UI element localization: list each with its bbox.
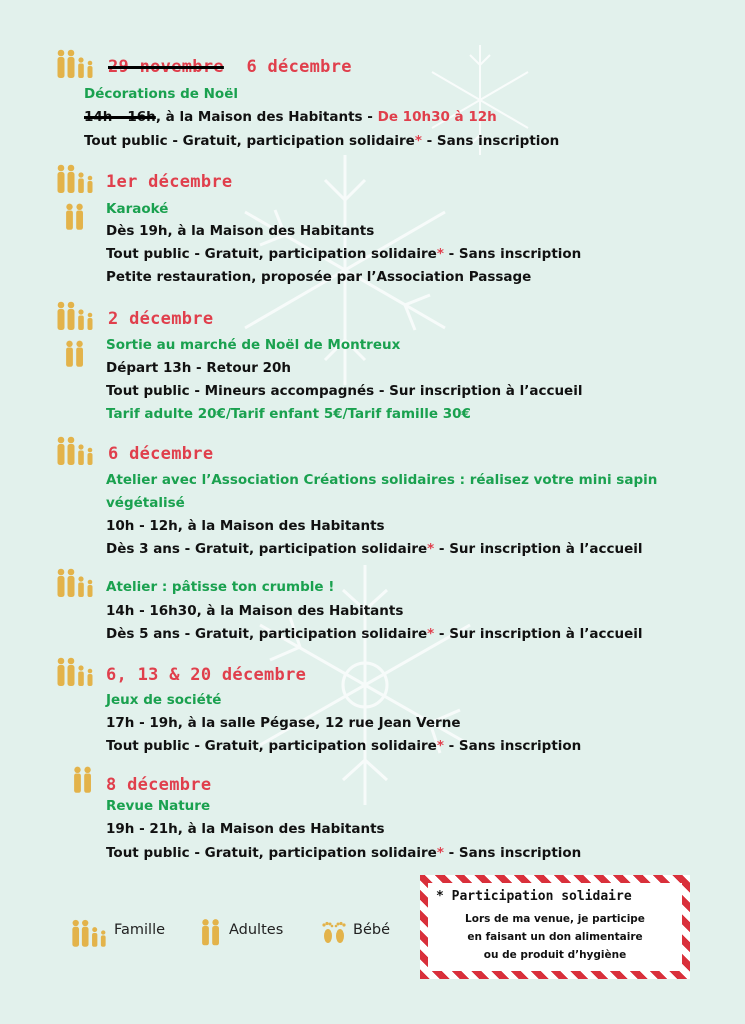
event-title: Atelier avec l’Association Créations solidaires : réalisez votre mini sapin (106, 472, 658, 488)
asterisk-mark: * (427, 541, 435, 557)
snowflake-decoration-bottom (240, 560, 490, 810)
family-icon (55, 48, 95, 78)
adults-icon (64, 339, 86, 367)
event-title-continued: végétalisé (106, 495, 185, 511)
event-time-line: 14h - 16h30, à la Maison des Habitants (106, 603, 404, 619)
event-access-line: Tout public - Gratuit, participation solidaire* - Sans inscription (106, 845, 582, 861)
event-date: 6 décembre (108, 444, 214, 464)
legend-family-label: Famille (114, 922, 166, 938)
event-title: Revue Nature (106, 798, 211, 814)
note-line: Lors de ma venue, je participe (465, 913, 645, 925)
family-icon (55, 300, 95, 330)
event-date: 6 décembre (246, 57, 352, 77)
legend-baby-label: Bébé (353, 922, 390, 938)
family-icon (55, 435, 95, 465)
family-icon (70, 918, 108, 947)
note-title: * Participation solidaire (436, 889, 632, 904)
asterisk-mark: * (436, 246, 444, 262)
asterisk-mark: * (436, 738, 444, 754)
asterisk-mark: * (414, 133, 422, 149)
event-title: Décorations de Noël (84, 86, 238, 102)
event-time-line: Départ 13h - Retour 20h (106, 360, 291, 376)
baby-feet-icon (320, 920, 348, 946)
asterisk-mark: * (427, 626, 435, 642)
event-access-line: Tout public - Gratuit, participation solidaire* - Sans inscription (84, 133, 560, 149)
event-time-line: Dès 19h, à la Maison des Habitants (106, 223, 375, 239)
event-access-line: Dès 3 ans - Gratuit, participation solidaire* - Sur inscription à l’accueil (106, 541, 643, 557)
adults-icon (64, 202, 86, 230)
note-line: en faisant un don alimentaire (467, 931, 643, 943)
event-title: Sortie au marché de Noël de Montreux (106, 337, 401, 353)
event-date: 8 décembre (106, 775, 212, 795)
note-line: ou de produit d’hygiène (483, 949, 627, 961)
event-title: Karaoké (106, 201, 169, 217)
event-time-new: De 10h30 à 12h (377, 109, 497, 125)
event-access-line: Dès 5 ans - Gratuit, participation solidaire* - Sur inscription à l’accueil (106, 626, 643, 642)
family-icon (55, 567, 95, 597)
event-date-old: 29 novembre (108, 57, 224, 77)
event-time-line: 19h - 21h, à la Maison des Habitants (106, 821, 385, 837)
event-price-line: Tarif adulte 20€/Tarif enfant 5€/Tarif famille 30€ (106, 406, 471, 422)
asterisk-mark: * (436, 845, 444, 861)
event-time-line: 17h - 19h, à la salle Pégase, 12 rue Jean Verne (106, 715, 461, 731)
event-date: 1er décembre (106, 172, 233, 192)
family-icon (55, 656, 95, 686)
event-access-line: Tout public - Mineurs accompagnés - Sur inscription à l’accueil (106, 383, 583, 399)
legend-adults-label: Adultes (229, 922, 284, 938)
event-date: 6, 13 & 20 décembre (106, 665, 307, 685)
event-time-line (84, 109, 497, 125)
event-title: Atelier : pâtisse ton crumble ! (106, 579, 335, 595)
event-date: 2 décembre (108, 309, 214, 329)
family-icon (55, 163, 95, 193)
event-time-old: 14h - 16h (84, 109, 156, 125)
adults-icon (200, 917, 222, 946)
event-extra-line: Petite restauration, proposée par l’Association Passage (106, 269, 532, 285)
event-location: , à la Maison des Habitants - (155, 109, 378, 125)
event-access-line: Tout public - Gratuit, participation solidaire* - Sans inscription (106, 246, 582, 262)
event-title: Jeux de société (106, 692, 222, 708)
event-time-line: 10h - 12h, à la Maison des Habitants (106, 518, 385, 534)
event-access-line: Tout public - Gratuit, participation solidaire* - Sans inscription (106, 738, 582, 754)
participation-note (420, 875, 690, 979)
adults-icon (72, 765, 94, 793)
